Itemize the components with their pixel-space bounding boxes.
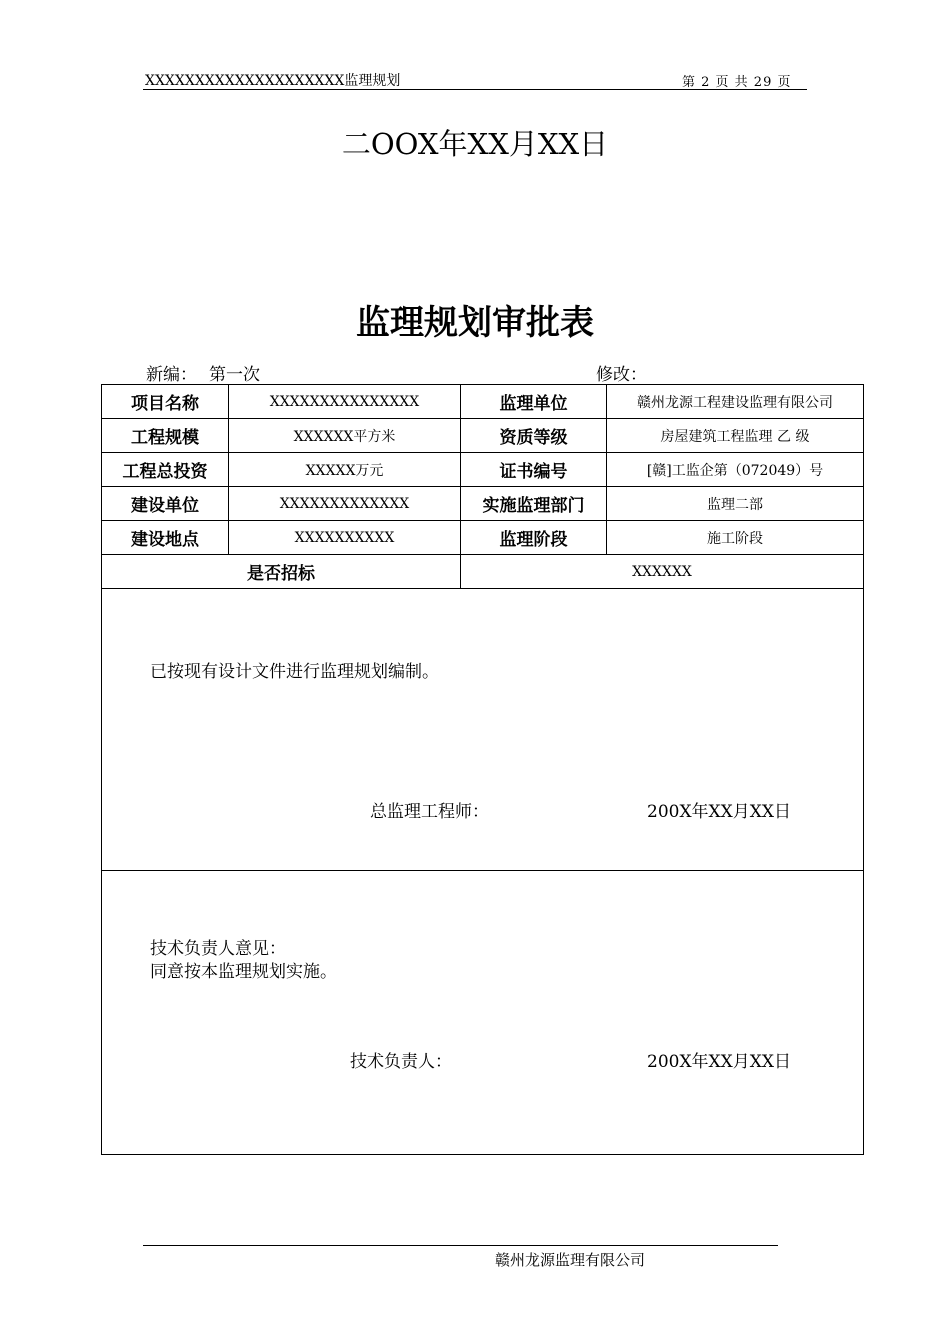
edition-new-value: 第一次 — [209, 365, 260, 385]
label-project-name: 项目名称 — [102, 385, 229, 419]
value-certificate-number: [赣]工监企第（072049）号 — [607, 453, 864, 487]
header-doc-title: XXXXXXXXXXXXXXXXXXXX监理规划 — [145, 73, 401, 89]
label-qualification-grade: 资质等级 — [461, 419, 607, 453]
chief-signer-label: 总监理工程师： — [370, 802, 489, 822]
header-divider — [143, 89, 807, 90]
value-construction-site: XXXXXXXXXX — [229, 521, 461, 555]
table-row — [102, 521, 864, 555]
value-supervision-stage: 施工阶段 — [607, 521, 864, 555]
label-construction-site: 建设地点 — [102, 521, 229, 555]
value-bidding: XXXXXX — [461, 555, 864, 589]
header-page-info: 第 2 页 共 29 页 — [682, 75, 792, 90]
label-certificate-number: 证书编号 — [461, 453, 607, 487]
chief-opinion-text: 已按现有设计文件进行监理规划编制。 — [150, 662, 439, 682]
value-supervision-unit: 赣州龙源工程建设监理有限公司 — [607, 385, 864, 419]
tech-opinion-row — [102, 871, 864, 1155]
label-total-investment: 工程总投资 — [102, 453, 229, 487]
label-project-scale: 工程规模 — [102, 419, 229, 453]
approval-table — [101, 384, 864, 1155]
edition-revise-label: 修改： — [596, 365, 647, 385]
cover-date: 二OOX年XX月XX日 — [341, 127, 609, 161]
tech-opinion-text: 同意按本监理规划实施。 — [150, 962, 337, 982]
chief-opinion-cell — [102, 589, 864, 871]
edition-new-label: 新编： — [146, 365, 197, 385]
tech-signer-label: 技术负责人： — [350, 1052, 452, 1072]
value-supervision-dept: 监理二部 — [607, 487, 864, 521]
value-construction-unit: XXXXXXXXXXXXX — [229, 487, 461, 521]
tech-sign-date: 200X年XX月XX日 — [647, 1052, 791, 1072]
table-row — [102, 487, 864, 521]
table-row — [102, 419, 864, 453]
tech-opinion-heading: 技术负责人意见： — [150, 939, 286, 959]
value-project-scale: XXXXXX平方米 — [229, 419, 461, 453]
table-row — [102, 555, 864, 589]
value-total-investment: XXXXX万元 — [229, 453, 461, 487]
label-supervision-unit: 监理单位 — [461, 385, 607, 419]
value-project-name: XXXXXXXXXXXXXXX — [229, 385, 461, 419]
edition-new — [146, 360, 260, 385]
tech-opinion-cell — [102, 871, 864, 1155]
table-row — [102, 453, 864, 487]
chief-sign-date: 200X年XX月XX日 — [647, 802, 791, 822]
value-qualification-grade: 房屋建筑工程监理 乙 级 — [607, 419, 864, 453]
footer-divider — [143, 1245, 778, 1246]
footer-company: 赣州龙源监理有限公司 — [495, 1251, 646, 1269]
label-construction-unit: 建设单位 — [102, 487, 229, 521]
label-supervision-stage: 监理阶段 — [461, 521, 607, 555]
chief-opinion-row — [102, 589, 864, 871]
table-row — [102, 385, 864, 419]
label-bidding: 是否招标 — [102, 555, 461, 589]
label-supervision-dept: 实施监理部门 — [461, 487, 607, 521]
form-title: 监理规划审批表 — [356, 303, 594, 343]
